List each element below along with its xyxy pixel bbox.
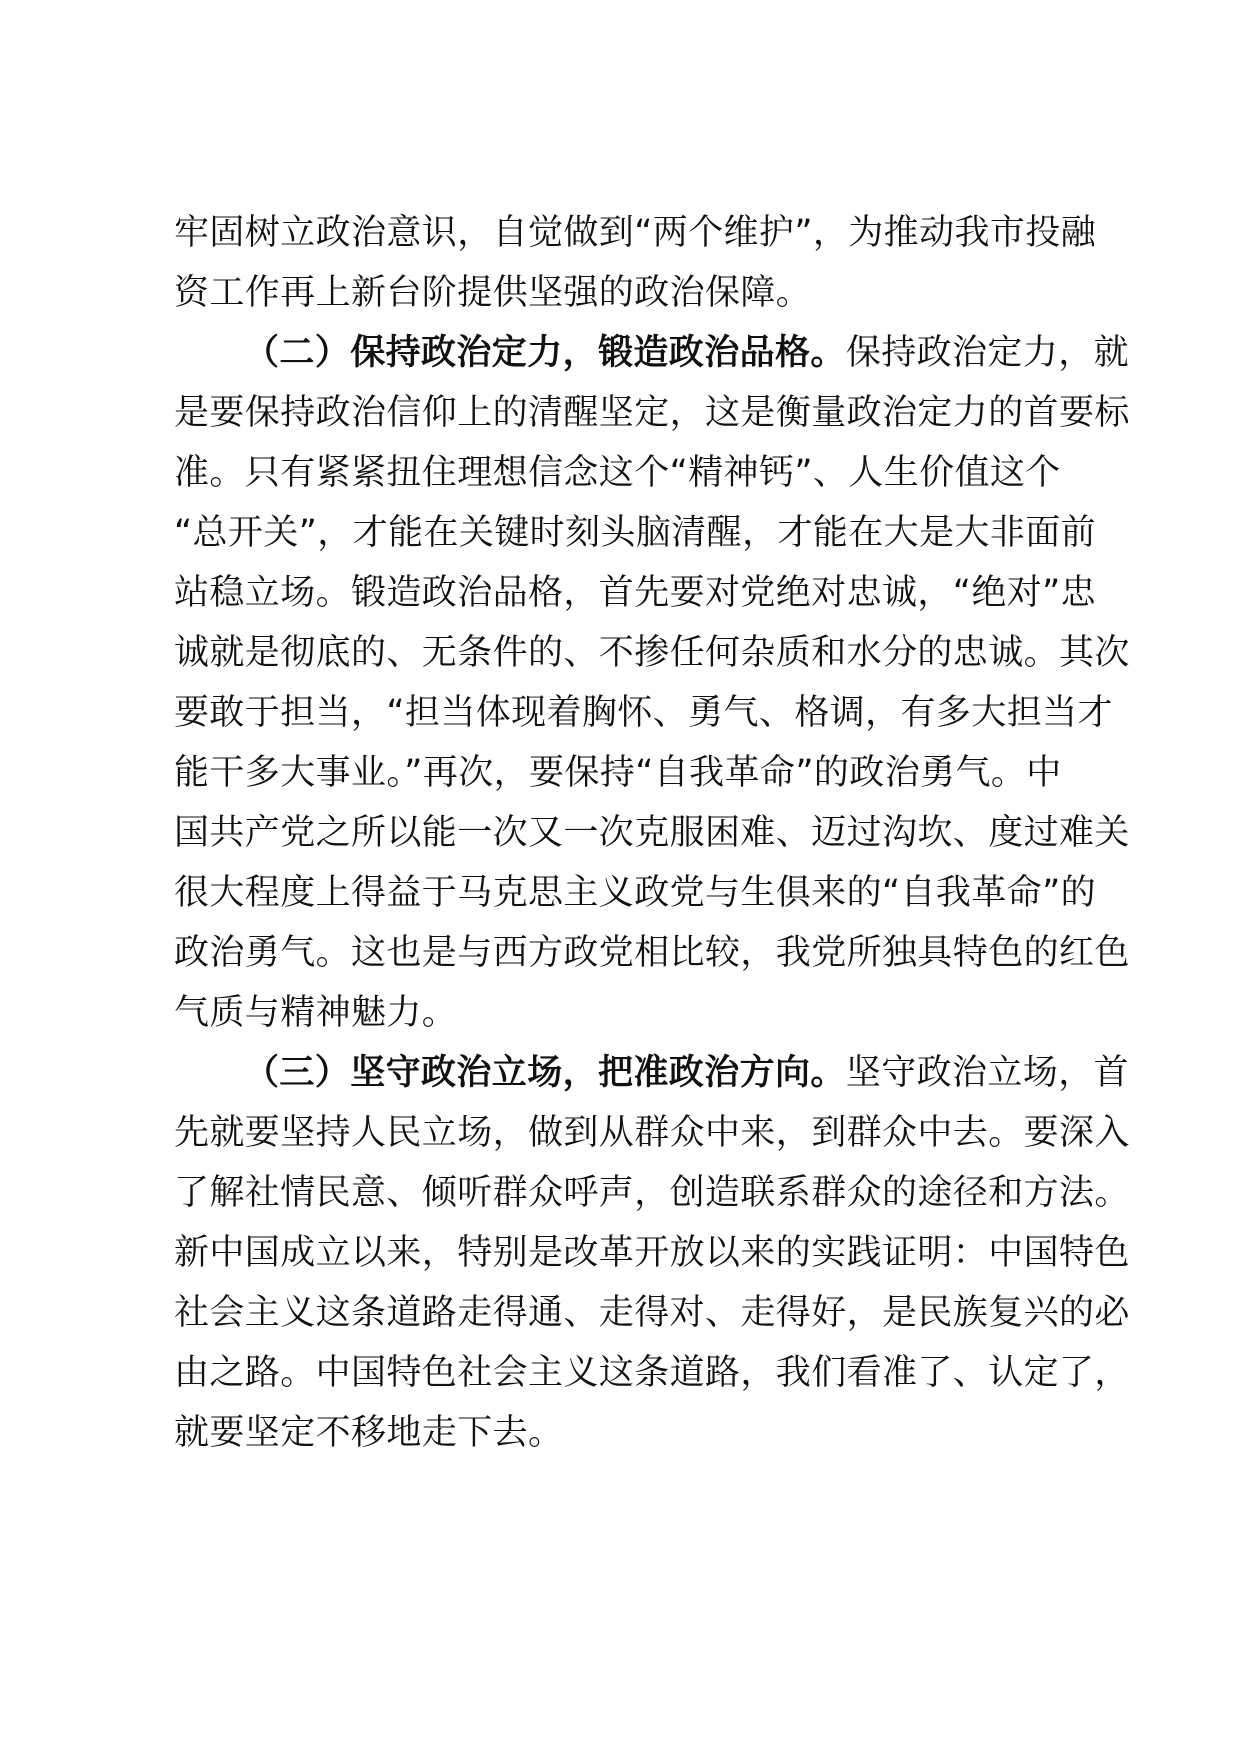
- text-line: “总开关”，才能在关键时刻头脑清醒，才能在大是大非面前: [174, 513, 1097, 553]
- text-span: 保持政治定力，就: [845, 333, 1130, 373]
- text-line: 社会主义这条道路走得通、走得对、走得好，是民族复兴的必: [174, 1293, 1130, 1333]
- text-line: 政治勇气。这也是与西方政党相比较，我党所独具特色的红色: [174, 933, 1130, 973]
- text-span: 坚守政治立场，首: [845, 1053, 1130, 1093]
- text-line: 是要保持政治信仰上的清醒坚定，这是衡量政治定力的首要标: [174, 393, 1130, 433]
- text-line: 了解社情民意、倾听群众呼声，创造联系群众的途径和方法。: [174, 1173, 1130, 1213]
- text-line: 就要坚定不移地走下去。: [174, 1413, 564, 1453]
- text-line: 很大程度上得益于马克思主义政党与生俱来的“自我革命”的: [174, 873, 1097, 913]
- text-line: 牢固树立政治意识，自觉做到“两个维护”，为推动我市投融: [174, 213, 1097, 253]
- text-line: 诚就是彻底的、无条件的、不掺任何杂质和水分的忠诚。其次: [174, 633, 1130, 673]
- text-line: 站稳立场。锻造政治品格，首先要对党绝对忠诚，“绝对”忠: [174, 573, 1097, 613]
- text-line: 国共产党之所以能一次又一次克服困难、迈过沟坎、度过难关: [174, 813, 1130, 853]
- text-line: 能干多大事业。”再次，要保持“自我革命”的政治勇气。中: [174, 753, 1062, 793]
- section-three-first-line: [174, 1043, 1130, 1103]
- text-line: 准。只有紧紧扭住理想信念这个“精神钙”、人生价值这个: [174, 453, 1061, 493]
- text-line: 要敢于担当，“担当体现着胸怀、勇气、格调，有多大担当才: [174, 693, 1113, 733]
- text-line: 资工作再上新台阶提供坚强的政治保障。: [174, 273, 812, 313]
- document-body: [174, 203, 1130, 1463]
- text-line: 先就要坚持人民立场，做到从群众中来，到群众中去。要深入: [174, 1113, 1130, 1153]
- section-heading-two: （二）保持政治定力，锻造政治品格。: [244, 333, 846, 373]
- section-two-first-line: [174, 323, 1130, 383]
- text-line: 新中国成立以来，特别是改革开放以来的实践证明：中国特色: [174, 1233, 1130, 1273]
- text-line: 气质与精神魅力。: [174, 993, 458, 1033]
- section-heading-three: （三）坚守政治立场，把准政治方向。: [244, 1053, 846, 1093]
- text-line: 由之路。中国特色社会主义这条道路，我们看准了、认定了，: [174, 1353, 1130, 1393]
